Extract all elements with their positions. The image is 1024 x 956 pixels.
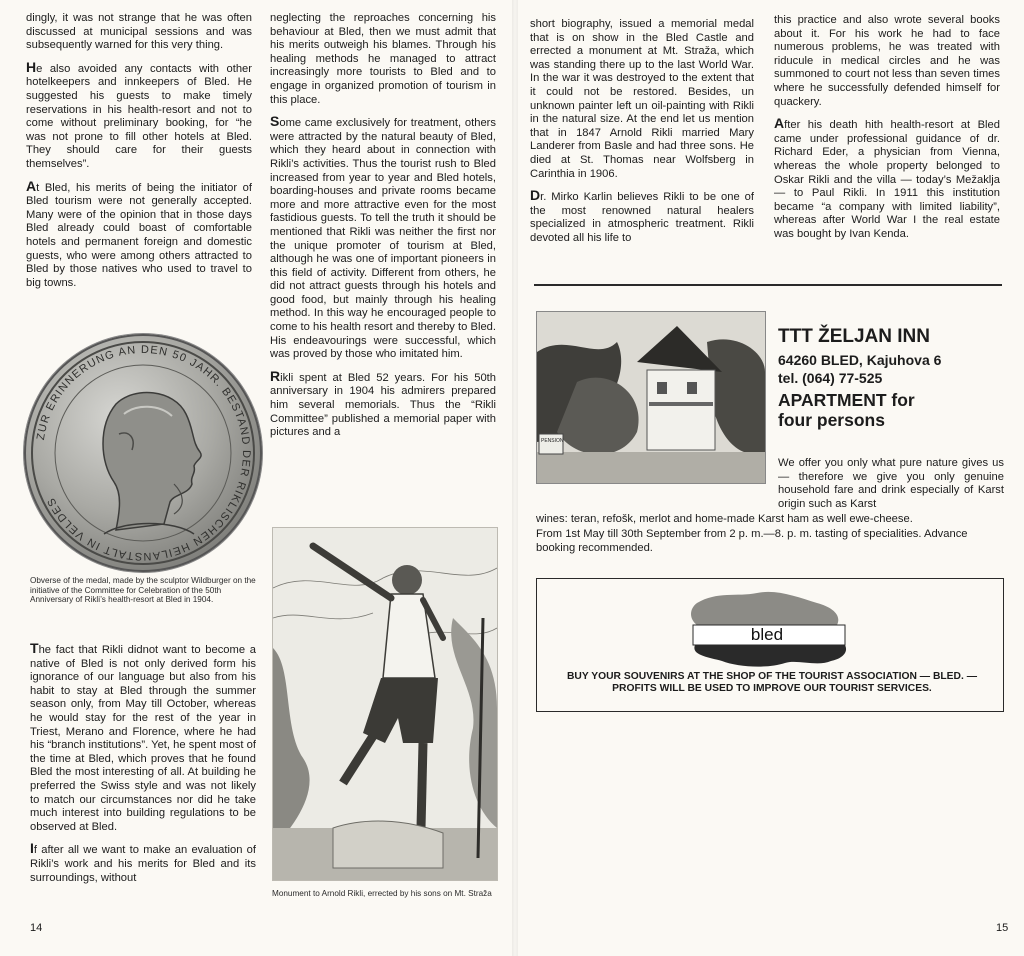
paragraph <box>530 18 754 181</box>
ad-phone: tel. (064) 77-525 <box>778 370 883 386</box>
paragraph-initial: D <box>530 187 541 204</box>
paragraph <box>26 58 252 172</box>
monument-engraving-image <box>272 527 498 881</box>
medal-image <box>24 334 262 572</box>
paragraph-initial: A <box>774 115 785 132</box>
paragraph-initial: I <box>30 840 34 857</box>
left-column-1-upper <box>26 12 252 298</box>
paragraph-text: this practice and also wrote several books about it. For his work he had to face numerous problems, he was treated with riducule in medical circles and he was summoned to court not less than seven times where he successfully defended himself for quackery. <box>774 14 1000 108</box>
page-gutter <box>512 0 518 956</box>
ad-title: TTT ŽELJAN INN <box>778 326 930 347</box>
paragraph <box>530 189 754 245</box>
medal-caption: Obverse of the medal, made by the sculptor Wildburger on the initiative of the Committee for Celebration of the 50th Anniversary of Rikli’s health-resort at Bled in 1904. <box>30 576 256 605</box>
ad-text-wide: wines: teran, refošk, merlot and home-made Karst ham as well ewe-cheese. <box>536 513 913 525</box>
paragraph <box>270 367 496 440</box>
page-number-left: 14 <box>30 922 43 934</box>
paragraph <box>774 14 1000 109</box>
left-column-2 <box>270 12 496 448</box>
paragraph-initial: A <box>26 177 37 194</box>
paragraph-initial: T <box>30 640 39 656</box>
paragraph-text: neglecting the reproaches concerning his behaviour at Bled, then we must admit that his merits outweigh his blames. Through his healing methods he managed to attract increasingly more tourists to Bled and to engage in organized promotion of tourism in this place. <box>270 12 496 106</box>
paragraph <box>30 642 256 834</box>
medal-inscription: ZUR ERINNERUNG AN DEN 50 JAHR. BESTAND DER RIKLISCHEN HEILANSTALT IN VELDES <box>34 343 253 563</box>
paragraph-initial: R <box>270 367 281 384</box>
paragraph-text: t Bled, his merits of being the initiator of Bled tourism were not generally accepted. Many were of the opinion that in those days Bled already could boast of comfortable hotels and permanent foreign and domestic guests, who were among others attracted to Bled by those natives who used to travel to big towns. <box>26 181 252 289</box>
ad-headline-2: four persons <box>778 410 885 430</box>
paragraph <box>30 842 256 885</box>
paragraph-initial: H <box>26 58 37 75</box>
paragraph <box>270 12 496 107</box>
paragraph-text: fter his death hith health-resort at Bled came under professional guidance of dr. Richard Eder, a physician from Vienna, whereas the whole property belonged to Oskar Rikli and the villa — today’s Mežaklja — to Paul Rikli. In 1911 this institution became “a company with limited liability”, whereas after World War I the real estate was bought by Ivan Kenda. <box>774 119 1000 240</box>
medal-drawing <box>24 334 262 572</box>
bled-logo <box>667 583 867 669</box>
inn-photo <box>536 311 766 484</box>
ad-headline-1: APARTMENT for <box>778 390 915 410</box>
souvenir-caption: BUY YOUR SOUVENIRS AT THE SHOP OF THE TOURIST ASSOCIATION — BLED. — PROFITS WILL BE USED TO IMPROVE OUR TOURIST SERVICES. <box>566 671 977 695</box>
paragraph <box>26 12 252 53</box>
ad-address: 64260 BLED, Kajuhova 6 <box>778 352 942 368</box>
bled-logo-text: bled <box>750 625 784 644</box>
page-number-right: 15 <box>996 922 1009 934</box>
right-column-3 <box>530 18 754 254</box>
paragraph-text: he fact that Rikli didnot want to become a native of Bled is not only derived form his ignorance of our language but also from his habit to stay at Bled through the summer season only, from May till October, whereas he would stay for the rest of the year in Triest, Merano and Florence, where he had his “branch institutions”. Yet, he spent most of the time at Bled, which proves that he found Bled the most interesting of all. At building he preferred the Swiss style and was not likely to match our circumstances nor did he take much interest into building regulations to be observed at Bled. <box>30 644 256 833</box>
paragraph-text: ome came exclusively for treatment, others were attracted by the natural beauty of Bled, which they heard about in connection with Rikli’s activities. Thus the tourist rush to Bled increased from year to year and Bled hotels, boarding-houses and private rooms became more and more attractive even for the most fastidious guests. To tell the truth it should be mentioned that Rikli was neither the first nor the unique promoter of tourism at Bled, although he was one of important pioneers in this field of activity. Different from others, he did not attract guests through his hotels and good food, but mainly through his healing method. In this way he encouraged people to come to his health resort and thereby to Bled. His endeavourings were successful, which was proved by those who imitated him. <box>270 117 496 361</box>
inn-photo-drawing <box>537 312 765 483</box>
paragraph-text: f after all we want to make an evaluation of Rikli’s work and his merits for Bled and its surroundings, without <box>30 844 256 884</box>
ad-text-narrow: We offer you only what pure nature gives us — therefore we give you only genuine household fare and drink especially of Karst origin such as Karst <box>778 457 1004 510</box>
paragraph <box>270 115 496 362</box>
paragraph-text: short biography, issued a memorial medal that is on show in the Bled Castle and errected a monument at Mt. Straža, which was standing there up to the last World War. In the war it was destroyed to the extent that it could not be restored. Besides, un unknown painter left un oil-painting with Rikli in the natural size. At the end let us mention that in 1847 Arnold Rikli married Mary Landerer from Basle and had three sons. He died at St. Thomas near Wolfsberg in Carinthia in 1906. <box>530 18 754 180</box>
right-column-4 <box>774 14 1000 250</box>
left-column-1-lower <box>30 642 256 893</box>
souvenir-box <box>536 578 1004 712</box>
paragraph-text: dingly, it was not strange that he was often discussed at municipal sessions and was subsequently warned for this very thing. <box>26 12 252 52</box>
paragraph <box>26 177 252 291</box>
monument-caption: Monument to Arnold Rikli, errected by his sons on Mt. Straža <box>272 889 492 898</box>
pension-sign-text: PENSION <box>541 438 564 444</box>
ad-text-hours: From 1st May till 30th September from 2 p. m.—8. p. m. tasting of specialities. Advance booking recommended. <box>536 528 968 554</box>
paragraph-text: ikli spent at Bled 52 years. For his 50th anniversary in 1904 his admirers prepared him several memorials. Thus the “Rikli Committee” published a memorial paper with pictures and a <box>270 371 496 439</box>
horizontal-rule <box>534 284 1002 286</box>
paragraph <box>774 117 1000 241</box>
paragraph-text: r. Mirko Karlin believes Rikli to be one of the most renowned natural healers specialized in atmospheric treatment. Rikli devoted all his life to <box>530 191 754 244</box>
paragraph-text: e also avoided any contacts with other hotelkeepers and innkeepers of Bled. He suggested his guests to make timely reservations in his health-resort and not to come without preliminary booking, for “he was not prone to fill other hotels at Bled. They should care for their guests themselves”. <box>26 62 252 170</box>
paragraph-initial: S <box>270 113 280 130</box>
monument-drawing <box>273 528 497 880</box>
